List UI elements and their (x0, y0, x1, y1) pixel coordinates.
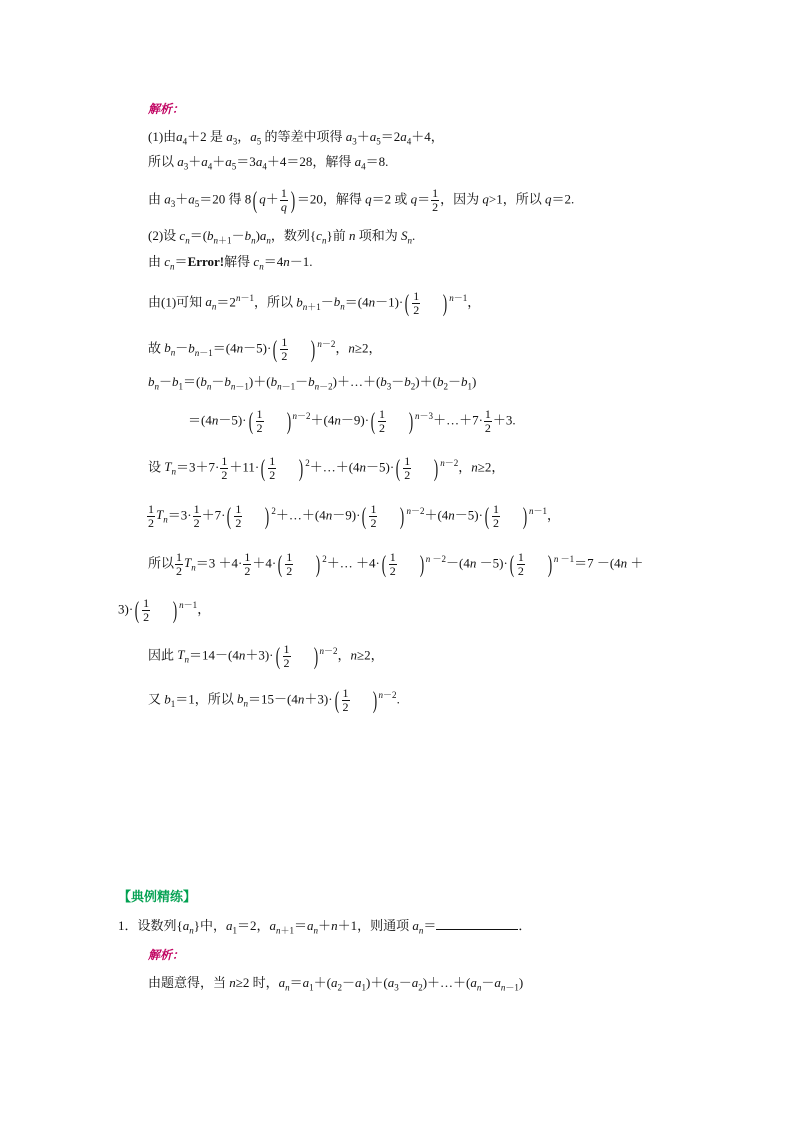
line-1: (1)由$a_4+2$ 是 $a_3$，$a_5$ 的等差中项得 $a_3+a_5=2a_4+4$， (148, 129, 444, 147)
line-2: 所以 $a_3+a_4+a_5=3a_4+4=28$，解得 $a_4=8$. (148, 154, 389, 172)
line-10: 设 $T_n=3+7\cdot$ $\frac{1}{2}$ ＋11·( $\frac{1}{2}$ ) $^2$＋…＋(4n－5)·( $\frac{1}{2}$ ) $^{n-2}$，n≥2， (148, 454, 505, 482)
line-15: 又 $b_1=1$，所以 $b_n=15-(4n+3)\cdot$( $\frac{1}{2}$ ) $^{n-2}$. (148, 686, 400, 714)
exercise-1: 1．设数列$\{a_n\}$中，$a_1=2$，$a_{n+1}=a_n+n+1$，则通项 $a_n=$ ． (118, 918, 532, 936)
line-3: 由 $a_3+a_5=20$ 得 8( q＋ $\frac{1}{q}$ ) ＝20，解得 q＝2 或 q＝ $\frac{1}{2}$ ，因为 q>1，所以 q＝2. (148, 186, 575, 214)
line-6: 由(1)可知 $a_n=2^{n-1}$，所以 $b_{n+1}-b_n=(4n-1)\cdot$( $\frac{1}{2}$ ) $^{n-1}$， (148, 289, 481, 317)
section-heading: 【典例精练】 (118, 889, 197, 904)
line-11: $\frac{1}{2}$ $T_n=3\cdot$ $\frac{1}{2}$ ＋7·( $\frac{1}{2}$ ) $^2$＋…＋(4n－9)·( $\frac{1}{2}$ ) $^{n-2}$＋(4n－5)·( $\frac{1}{2}$ ) $^{n-1}$， (148, 502, 560, 530)
line-4: (2)设 $c_n=(b_{n+1}-b_n)a_n$，数列$\{c_n\}$前 n 项和为 $S_n$. (148, 228, 416, 246)
line-8: $b_n-b_1=(b_n-b_{n-1})+(b_{n-1}-b_{n-2})+\dots+(b_3-b_2)+(b_2-b_1)$ (148, 374, 477, 392)
line-12: 所以 $\frac{1}{2}$ $T_n=3 +4\cdot$ $\frac{1}{2}$ ＋4·( $\frac{1}{2}$ ) $^2$＋… ＋4·( $\frac{1}{2}$ ) $^{n -2}$－(4n －5)·( $\frac{1}{2}$ ) $^{n -1}$＝7 －(4n ＋ (148, 550, 644, 578)
solution-label: 解析： (148, 102, 185, 116)
exercise-solution-label: 解析： (148, 948, 185, 962)
line-9: ＝(4n－5)·( $\frac{1}{2}$ ) $^{n-2}$＋(4n－9)·( $\frac{1}{2}$ ) $^{n-3}$＋…＋7· $\frac{1}{2}$ ＋3. (188, 407, 516, 435)
line-13: 3)·( $\frac{1}{2}$ ) $^{n-1}$， (118, 596, 211, 624)
line-7: 故 $b_n-b_{n-1}=(4n-5)\cdot$( $\frac{1}{2}$ ) $^{n-2}$，n≥2， (148, 335, 382, 363)
line-5: 由 $c_n=Error$!解得 $c_n=4n-1$. (148, 254, 313, 272)
line-19: 由题意得，当 n≥2 时，$a_n=a_1+(a_2-a_1)+(a_3-a_2)+\dots+(a_n-a_{n-1})$ (148, 975, 524, 993)
answer-blank[interactable] (436, 918, 518, 930)
line-14: 因此 $T_n=14-(4n+3)\cdot$( $\frac{1}{2}$ ) $^{n-2}$，n≥2， (148, 642, 384, 670)
